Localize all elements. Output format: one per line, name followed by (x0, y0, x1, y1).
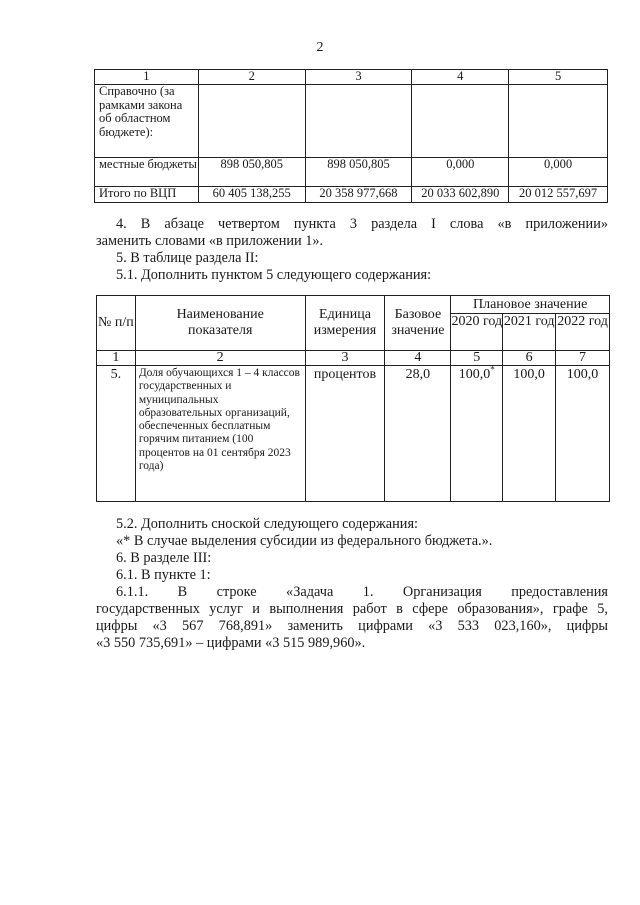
header-year: 2022 год (556, 314, 610, 351)
paragraph-4-line1: 4. В абзаце четвертом пункта 3 раздела I слова «в приложении» (116, 216, 608, 232)
row-label: Справочно (за рамками закона об областном бюджете): (95, 85, 199, 158)
value-2020 (451, 366, 503, 502)
budget-table (94, 69, 608, 203)
header-cell: 3 (305, 70, 412, 85)
paragraph-6-1-1-line2: государственных услуг и выполнения работ в сфере образования», графе 5, (96, 601, 608, 617)
index-row (97, 351, 610, 366)
value-cell (198, 85, 305, 158)
unit-cell: процентов (305, 366, 385, 502)
value-cell: 60 405 138,255 (198, 187, 305, 203)
value-cell (412, 85, 509, 158)
paragraph-5-2: 5.2. Дополнить сноской следующего содержания: (116, 516, 419, 532)
table-row (95, 187, 608, 203)
row-label: местные бюджеты (95, 158, 199, 187)
row-number: 5. (97, 366, 136, 502)
paragraph-5-1: 5.1. Дополнить пунктом 5 следующего содержания: (116, 267, 432, 283)
value-cell (509, 85, 608, 158)
paragraph-6: 6. В разделе III: (116, 550, 212, 566)
paragraph-4-line2: заменить словами «в приложении 1». (96, 233, 324, 249)
table-row (95, 158, 608, 187)
value-2022: 100,0 (556, 366, 610, 502)
value-cell: 20 012 557,697 (509, 187, 608, 203)
paragraph-6-1-1-line1: 6.1.1. В строке «Задача 1. Организация предоставления (116, 584, 608, 600)
row-label: Итого по ВЦП (95, 187, 199, 203)
header-cell: 5 (509, 70, 608, 85)
value-cell: 898 050,805 (305, 158, 412, 187)
header-year: 2021 год (503, 314, 556, 351)
indicator-name: Доля обучающихся 1 – 4 классов государственных и муниципальных образовательных организаций, обеспеченных бесплатным горячим питанием (100 процентов на 01 сентября 2023 года) (135, 366, 305, 502)
header-year: 2020 год (451, 314, 503, 351)
index-cell: 4 (385, 351, 451, 366)
value-cell (305, 85, 412, 158)
value-cell: 0,000 (412, 158, 509, 187)
value-cell: 898 050,805 (198, 158, 305, 187)
index-cell: 1 (97, 351, 136, 366)
value-2020-number: 100,0 (458, 367, 491, 382)
header-base: Базовое значение (385, 296, 451, 351)
index-cell: 2 (135, 351, 305, 366)
footnote-mark: * (490, 364, 495, 375)
value-cell: 20 358 977,668 (305, 187, 412, 203)
header-plan: Плановое значение (451, 296, 610, 314)
paragraph-5: 5. В таблице раздела II: (116, 250, 259, 266)
table-header-row (95, 70, 608, 85)
value-cell: 0,000 (509, 158, 608, 187)
header-cell: 2 (198, 70, 305, 85)
page-number: 2 (316, 40, 324, 55)
index-cell: 6 (503, 351, 556, 366)
value-cell: 20 033 602,890 (412, 187, 509, 203)
base-value: 28,0 (385, 366, 451, 502)
footnote-text: «* В случае выделения субсидии из федерального бюджета.». (116, 533, 493, 549)
header-name: Наименование показателя (135, 296, 305, 351)
index-cell: 7 (556, 351, 610, 366)
indicator-table (96, 295, 610, 502)
value-2021: 100,0 (503, 366, 556, 502)
table-header-row (97, 296, 610, 314)
paragraph-6-1-1-line3: цифры «3 567 768,891» заменить цифрами «3 533 023,160», цифры (96, 618, 608, 634)
paragraph-6-1-1-line4: «3 550 735,691» – цифрами «3 515 989,960». (96, 635, 366, 651)
header-no: № п/п (97, 296, 136, 351)
header-cell: 1 (95, 70, 199, 85)
header-cell: 4 (412, 70, 509, 85)
header-unit: Единица измерения (305, 296, 385, 351)
index-cell: 5 (451, 351, 503, 366)
index-cell: 3 (305, 351, 385, 366)
table-row (95, 85, 608, 158)
table-row (97, 366, 610, 502)
paragraph-6-1: 6.1. В пункте 1: (116, 567, 211, 583)
